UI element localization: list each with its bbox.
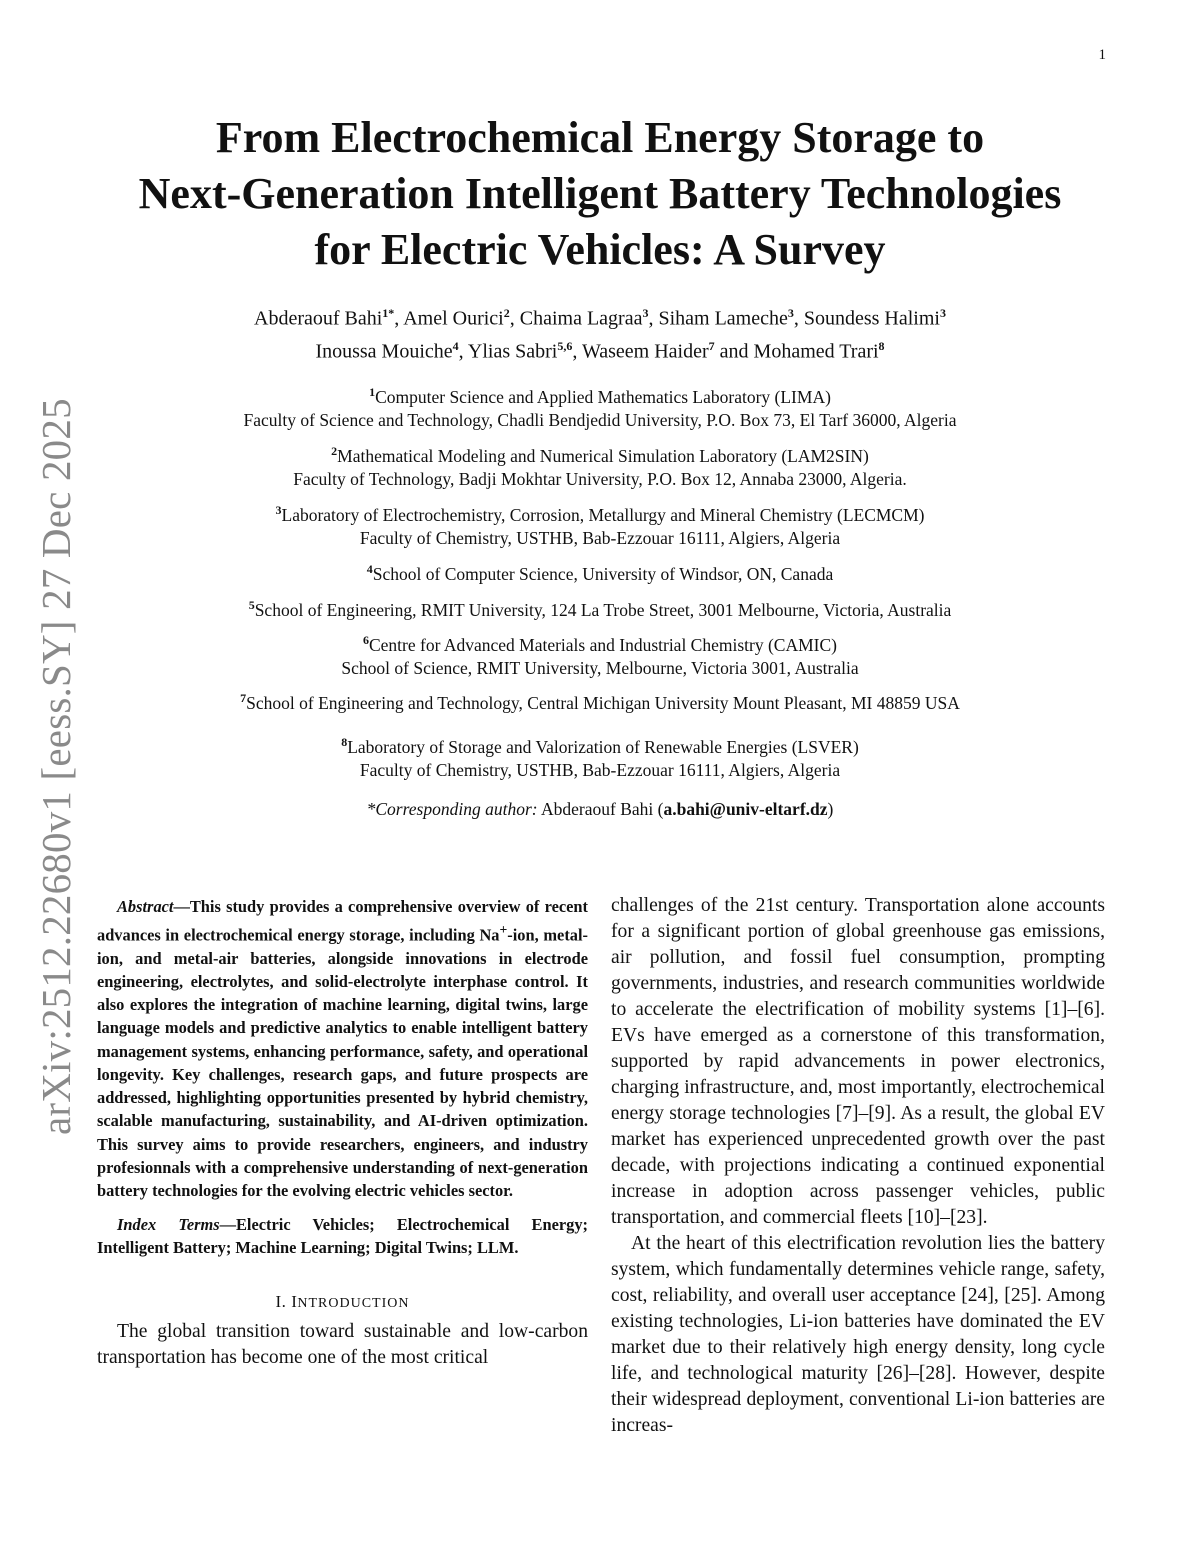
affiliation-line: School of Computer Science, University of Windsor, ON, Canada [372, 563, 834, 584]
affiliation-8 [100, 731, 1100, 782]
author-affiliation-mark: 1* [382, 306, 395, 320]
abstract-label: Abstract [117, 897, 174, 916]
affiliation-3 [100, 499, 1100, 550]
author-separator: and [714, 340, 754, 363]
section-initial: I [291, 1291, 298, 1311]
affiliation-number: 2 [331, 444, 338, 458]
affiliation-5 [100, 594, 1100, 622]
affiliation-number: 5 [248, 598, 255, 612]
author-name: Inoussa Mouiche [315, 340, 453, 363]
corresponding-author [100, 798, 1100, 821]
abstract-text: -ion, metal-ion, and metal-air batteries, alongside innovations in electrode engineering, electrolytes, and solid-electrolyte interphase control. It also explores the integration of machine learning, digital twins, large language models and predictive analytics to enable intelligent battery management systems, enhancing performance, safety, and operational longevity. Key challenges, research gaps, and future prospects are addressed, highlighting opportunities presented by hybrid chemistry, scalable manufacturing, sustainability, and AI-driven optimization. This survey aims to provide researchers, engineers, and industry profesionnals with a comprehensive understanding of next-generation battery technologies for the evolving electric vehicles sector. [97, 925, 589, 1200]
affiliation-line: Laboratory of Storage and Valorization of Renewable Energies (LSVER) [347, 736, 859, 757]
author-affiliation-mark: 3 [939, 306, 946, 320]
abstract [97, 895, 588, 1202]
author-name: Ylias Sabri [467, 340, 558, 363]
author-affiliation-mark: 3 [642, 306, 649, 320]
index-terms [97, 1213, 588, 1259]
author-name: Chaima Lagraa [519, 307, 643, 330]
introduction-paragraph: The global transition toward sustainable and low-carbon transportation has become one of the most critical [97, 1320, 588, 1368]
corresponding-close: ) [827, 799, 834, 819]
paper-title [70, 110, 1130, 278]
affiliation-line: Laboratory of Electrochemistry, Corrosion, Metallurgy and Mineral Chemistry (LECMCM) [281, 504, 925, 525]
author-line [100, 333, 1100, 366]
abstract-superscript: + [499, 922, 508, 938]
author-affiliation-mark: 7 [708, 338, 715, 353]
author-separator: , [458, 340, 468, 363]
author-separator: , [509, 307, 520, 330]
section-numeral: I. [275, 1291, 292, 1311]
affiliation-number: 6 [362, 633, 369, 647]
author-name: Amel Ourici [403, 307, 504, 330]
affiliation-line: Centre for Advanced Materials and Industrial Chemistry (CAMIC) [368, 634, 837, 655]
affiliation-number: 8 [341, 735, 348, 749]
affiliation-2 [100, 440, 1100, 491]
affiliation-number: 3 [275, 503, 282, 517]
affiliation-line: School of Engineering and Technology, Central Michigan University Mount Pleasant, MI 48859 USA [246, 692, 960, 713]
title-line: From Electrochemical Energy Storage to [215, 113, 985, 162]
author-separator: , [394, 307, 404, 330]
author-name: Soundess Halimi [803, 307, 940, 330]
author-affiliation-mark: 8 [878, 338, 885, 353]
title-line: Next-Generation Intelligent Battery Technologies [138, 169, 1062, 218]
left-column [97, 895, 588, 1371]
affiliation-line: Faculty of Technology, Badji Mokhtar University, P.O. Box 12, Annaba 23000, Algeria. [293, 468, 907, 489]
corresponding-email: a.bahi@univ-eltarf.dz [663, 799, 828, 819]
introduction-paragraph: At the heart of this electrification revolution lies the battery system, which fundamentally determines vehicle range, safety, cost, reliability, and overall user acceptance [24], [25]. Among existing technologies, Li-ion batteries have dominated the EV market due to their relatively high energy density, long cycle life, and technological maturity [26]–[28]. However, despite their widespread deployment, conventional Li-ion batteries are increas- [611, 1233, 1105, 1436]
affiliation-line: School of Engineering, RMIT University, 124 La Trobe Street, 3001 Melbourne, Victoria, Australia [254, 599, 952, 620]
author-separator: , [648, 307, 659, 330]
affiliation-line: Faculty of Chemistry, USTHB, Bab-Ezzouar 16111, Algiers, Algeria [359, 759, 841, 780]
author-affiliation-mark: 2 [503, 306, 510, 320]
affiliation-line: Computer Science and Applied Mathematics Laboratory (LIMA) [375, 386, 831, 407]
index-terms-dash: — [219, 1215, 236, 1235]
author-name: Mohamed Trari [753, 340, 879, 363]
author-affiliation-mark: 5,6 [557, 338, 573, 353]
affiliation-line: Faculty of Science and Technology, Chadli Bendjedid University, P.O. Box 73, El Tarf 36000, Algeria [243, 409, 957, 430]
introduction-paragraph: challenges of the 21st century. Transportation alone accounts for a significant portion of global greenhouse gas emissions, air pollution, and fossil fuel consumption, prompting governments, industries, and research communities worldwide to accelerate the electrification of mobility systems [1]–[6]. EVs have emerged as a cornerstone of this transformation, supported by rapid advancements in power electronics, charging infrastructure, and, most importantly, electrochemical energy storage technologies [7]–[9]. As a result, the global EV market has experienced unprecedented growth over the past decade, with projections indicating a continued exponential increase in adoption across passenger vehicles, public transportation, and commercial fleets [10]–[23]. [611, 895, 1105, 1228]
affiliation-number: 4 [366, 562, 373, 576]
affiliation-number: 1 [369, 385, 376, 399]
abstract-text: This study provides a comprehensive overview of recent advances in electrochemical energy storage, including Na [97, 897, 588, 945]
author-separator: , [572, 340, 582, 363]
affiliation-7 [100, 687, 1100, 715]
author-name: Abderaouf Bahi [254, 307, 383, 330]
affiliation-line: Faculty of Chemistry, USTHB, Bab-Ezzouar 16111, Algiers, Algeria [359, 527, 841, 548]
corresponding-label: *Corresponding author: [366, 799, 538, 819]
index-terms-label: Index Terms [117, 1215, 220, 1235]
author-name: Waseem Haider [581, 340, 709, 363]
title-line: for Electric Vehicles: A Survey [314, 225, 886, 274]
author-affiliation-mark: 4 [452, 338, 459, 353]
index-terms-text: Electric Vehicles; Electrochemical Energy; Intelligent Battery; Machine Learning; Digital Twins; LLM. [97, 1215, 588, 1258]
page-number: 1 [1098, 47, 1106, 63]
corresponding-name: Abderaouf Bahi ( [537, 799, 664, 819]
author-affiliation-mark: 3 [787, 306, 794, 320]
affiliation-line: School of Science, RMIT University, Melbourne, Victoria 3001, Australia [341, 657, 859, 678]
author-line [100, 300, 1100, 333]
section-title-rest: NTRODUCTION [297, 1295, 410, 1311]
arxiv-identifier-stamp: arXiv:2512.22680v1 [eess.SY] 27 Dec 2025 [33, 398, 79, 1135]
affiliation-1 [100, 381, 1100, 432]
right-column [611, 893, 1105, 1439]
affiliation-6 [100, 629, 1100, 680]
abstract-dash: — [173, 897, 190, 916]
section-heading-introduction [97, 1292, 588, 1312]
affiliation-number: 7 [240, 691, 247, 705]
affiliation-line: Mathematical Modeling and Numerical Simulation Laboratory (LAM2SIN) [337, 445, 869, 466]
author-list [100, 300, 1100, 365]
author-separator: , [793, 307, 804, 330]
author-name: Siham Lameche [658, 307, 788, 330]
affiliation-4 [100, 558, 1100, 586]
